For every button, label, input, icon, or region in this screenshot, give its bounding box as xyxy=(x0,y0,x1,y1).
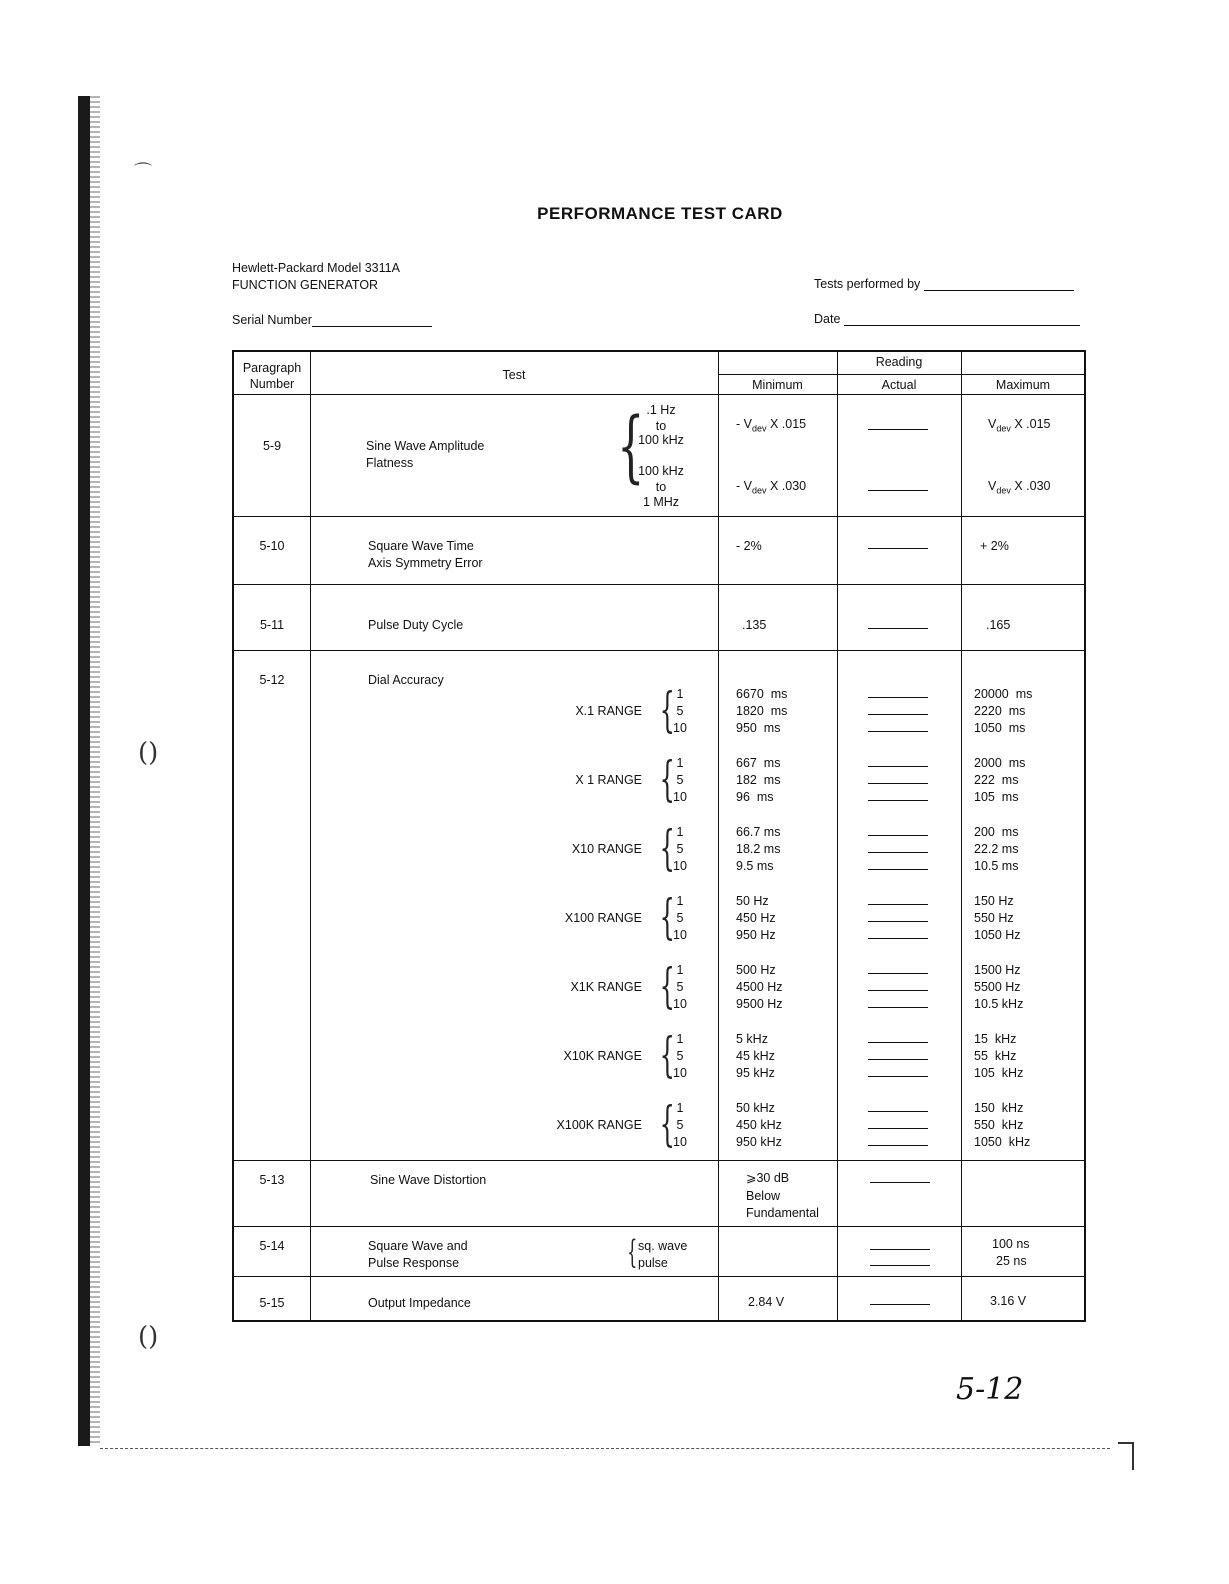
max-value: 20000 ms xyxy=(974,687,1033,701)
test-name: Sine Wave Amplitude xyxy=(366,439,485,453)
range-label: X100 RANGE xyxy=(564,911,642,925)
grid-line xyxy=(234,650,1084,651)
max-value: 22.2 ms xyxy=(974,842,1019,856)
dial-setting: 10 xyxy=(673,721,687,735)
dial-setting: 5 xyxy=(676,1049,684,1063)
actual-reading-blank[interactable] xyxy=(868,714,928,715)
test-name: Square Wave Time xyxy=(368,539,474,553)
para-5-14: 5-14 xyxy=(259,1239,285,1253)
range-brace: { xyxy=(659,889,675,945)
range-brace: { xyxy=(617,402,645,492)
min-value: ⩾30 dB xyxy=(746,1171,790,1185)
min-value: 950 kHz xyxy=(736,1135,782,1149)
actual-reading-blank[interactable] xyxy=(870,1249,930,1250)
freq-range-text: 100 kHz xyxy=(638,433,684,447)
actual-reading-blank[interactable] xyxy=(868,852,928,853)
min-value: 18.2 ms xyxy=(736,842,781,856)
grid-line xyxy=(234,584,1084,585)
grid-line xyxy=(718,352,719,1320)
dial-setting: 1 xyxy=(676,1032,684,1046)
actual-reading-blank[interactable] xyxy=(868,973,928,974)
dial-setting: 5 xyxy=(676,980,684,994)
punch-hole-mark: () xyxy=(138,1322,159,1352)
actual-reading-blank[interactable] xyxy=(868,990,928,991)
actual-reading-blank[interactable] xyxy=(868,1007,928,1008)
max-value: 2000 ms xyxy=(974,756,1026,770)
grid-line xyxy=(234,1160,1084,1161)
range-label: X 1 RANGE xyxy=(575,773,642,787)
min-value: 9500 Hz xyxy=(736,997,783,1011)
range-label: X1K RANGE xyxy=(570,980,642,994)
max-value: 10.5 kHz xyxy=(974,997,1024,1011)
min-value: - $V_{dev}$ X .015 xyxy=(736,417,807,434)
max-value: 550 Hz xyxy=(974,911,1014,925)
header-minimum: Minimum xyxy=(752,378,803,392)
punch-hole-mark: ⌒ xyxy=(134,162,152,183)
test-name: Output Impedance xyxy=(368,1296,471,1310)
max-value: 5500 Hz xyxy=(974,980,1021,994)
range-brace: { xyxy=(659,958,675,1014)
page-number: 5-12 xyxy=(956,1372,1024,1407)
range-brace: { xyxy=(659,1027,675,1083)
range-label: X10K RANGE xyxy=(563,1049,642,1063)
para-5-15: 5-15 xyxy=(259,1296,285,1310)
dial-setting: 1 xyxy=(676,894,684,908)
test-name: Dial Accuracy xyxy=(368,673,444,687)
grid-line xyxy=(837,352,838,1320)
dial-setting: 1 xyxy=(676,825,684,839)
max-value: 105 kHz xyxy=(974,1066,1024,1080)
freq-range-text: 1 MHz xyxy=(642,495,680,509)
dial-setting: 1 xyxy=(676,756,684,770)
max-value: 200 ms xyxy=(974,825,1019,839)
min-value: 2.84 V xyxy=(748,1295,785,1309)
actual-reading-blank[interactable] xyxy=(868,490,928,491)
actual-reading-blank[interactable] xyxy=(868,1128,928,1129)
dial-setting: 1 xyxy=(676,963,684,977)
freq-range-text: to xyxy=(655,419,667,433)
option-label: sq. wave xyxy=(638,1239,688,1253)
actual-reading-blank[interactable] xyxy=(868,628,928,629)
grid-line xyxy=(961,352,962,1320)
para-5-13: 5-13 xyxy=(259,1173,285,1187)
max-value: 1050 kHz xyxy=(974,1135,1031,1149)
option-label: pulse xyxy=(638,1256,668,1270)
max-value: 10.5 ms xyxy=(974,859,1019,873)
min-value: .135 xyxy=(742,618,767,632)
actual-reading-blank[interactable] xyxy=(868,835,928,836)
min-value: 450 kHz xyxy=(736,1118,782,1132)
dial-setting: 5 xyxy=(676,1118,684,1132)
max-value: 550 kHz xyxy=(974,1118,1024,1132)
dial-setting: 1 xyxy=(676,687,684,701)
min-value: 950 ms xyxy=(736,721,781,735)
range-brace: { xyxy=(659,820,675,876)
test-name: Square Wave and xyxy=(368,1239,468,1253)
range-label: X.1 RANGE xyxy=(575,704,642,718)
grid-line xyxy=(234,394,1084,395)
punch-hole-mark: () xyxy=(138,738,159,768)
grid-line xyxy=(234,516,1084,517)
max-value: $V_{dev}$ X .015 xyxy=(988,417,1051,434)
min-value: 182 ms xyxy=(736,773,781,787)
max-value: 1050 Hz xyxy=(974,928,1021,942)
header-test: Test xyxy=(502,368,526,382)
actual-reading-blank[interactable] xyxy=(868,938,928,939)
page-title: PERFORMANCE TEST CARD xyxy=(537,204,783,223)
actual-reading-blank[interactable] xyxy=(868,697,928,698)
min-value: 66.7 ms xyxy=(736,825,781,839)
actual-reading-blank[interactable] xyxy=(868,1042,928,1043)
test-name: Pulse Response xyxy=(368,1256,460,1270)
test-name: Sine Wave Distortion xyxy=(370,1173,487,1187)
max-value: 100 ns xyxy=(992,1237,1030,1251)
dial-setting: 10 xyxy=(673,1066,687,1080)
actual-reading-blank[interactable] xyxy=(868,1145,928,1146)
date-field[interactable] xyxy=(814,312,1080,326)
min-value: Below xyxy=(746,1189,781,1203)
min-value: 50 kHz xyxy=(736,1101,775,1115)
min-value: 5 kHz xyxy=(736,1032,768,1046)
max-value: 105 ms xyxy=(974,790,1019,804)
max-value: $V_{dev}$ X .030 xyxy=(988,479,1051,496)
actual-reading-blank[interactable] xyxy=(870,1304,930,1305)
actual-reading-blank[interactable] xyxy=(868,766,928,767)
min-value: 667 ms xyxy=(736,756,781,770)
corner-mark xyxy=(1118,1442,1134,1470)
para-5-10: 5-10 xyxy=(259,539,285,553)
min-value: 1820 ms xyxy=(736,704,788,718)
max-value: 150 kHz xyxy=(974,1101,1024,1115)
actual-reading-blank[interactable] xyxy=(868,1059,928,1060)
header-actual: Actual xyxy=(881,378,917,392)
actual-reading-blank[interactable] xyxy=(870,1265,930,1266)
actual-reading-blank[interactable] xyxy=(868,800,928,801)
test-name: Pulse Duty Cycle xyxy=(368,618,464,632)
grid-line xyxy=(310,352,311,1320)
min-value: 50 Hz xyxy=(736,894,769,908)
tests-performed-by-label: Tests performed by xyxy=(814,277,921,291)
dial-setting: 10 xyxy=(673,790,687,804)
actual-reading-blank[interactable] xyxy=(868,921,928,922)
max-value: .165 xyxy=(986,618,1011,632)
min-value: - $V_{dev}$ X .030 xyxy=(736,479,807,496)
range-brace: { xyxy=(659,682,675,738)
max-value: 2220 ms xyxy=(974,704,1026,718)
min-value: - 2% xyxy=(736,539,762,553)
header-maximum: Maximum xyxy=(995,378,1051,392)
max-value: 1050 ms xyxy=(974,721,1026,735)
dial-setting: 10 xyxy=(673,859,687,873)
max-value: 55 kHz xyxy=(974,1049,1017,1063)
header-paragraph: Paragraph xyxy=(242,361,302,375)
max-value: 150 Hz xyxy=(974,894,1014,908)
performance-table xyxy=(232,350,1086,1322)
freq-range-text: to xyxy=(655,480,667,494)
min-value: Fundamental xyxy=(746,1206,819,1220)
max-value: 222 ms xyxy=(974,773,1019,787)
tests-performed-by-field[interactable] xyxy=(814,277,1074,291)
dial-setting: 5 xyxy=(676,704,684,718)
range-brace: { xyxy=(659,751,675,807)
actual-reading-blank[interactable] xyxy=(868,548,928,549)
test-name: Axis Symmetry Error xyxy=(368,556,483,570)
grid-line xyxy=(234,1226,1084,1227)
actual-reading-blank[interactable] xyxy=(868,1076,928,1077)
dial-setting: 1 xyxy=(676,1101,684,1115)
min-value: 95 kHz xyxy=(736,1066,775,1080)
min-value: 6670 ms xyxy=(736,687,788,701)
min-value: 4500 Hz xyxy=(736,980,783,994)
dial-setting: 5 xyxy=(676,911,684,925)
min-value: 450 Hz xyxy=(736,911,776,925)
serial-number-field[interactable] xyxy=(232,313,432,327)
serial-number-label: Serial Number xyxy=(232,313,312,327)
actual-reading-blank[interactable] xyxy=(868,869,928,870)
min-value: 500 Hz xyxy=(736,963,776,977)
range-label: X10 RANGE xyxy=(571,842,642,856)
actual-reading-blank[interactable] xyxy=(868,1111,928,1112)
grid-line xyxy=(234,1276,1084,1277)
grid-line xyxy=(718,374,1084,375)
range-brace: { xyxy=(659,1096,675,1152)
max-value: 1500 Hz xyxy=(974,963,1021,977)
max-value: 15 kHz xyxy=(974,1032,1017,1046)
dial-setting: 10 xyxy=(673,1135,687,1149)
page-bottom-edge xyxy=(100,1448,1110,1449)
para-5-12: 5-12 xyxy=(259,673,285,687)
date-label: Date xyxy=(814,312,841,326)
min-value: 45 kHz xyxy=(736,1049,775,1063)
actual-reading-blank[interactable] xyxy=(870,1182,930,1183)
test-name: Flatness xyxy=(366,456,414,470)
header-reading: Reading xyxy=(875,355,923,369)
para-5-11: 5-11 xyxy=(259,618,285,632)
instrument-label: FUNCTION GENERATOR xyxy=(232,278,379,292)
freq-range-text: .1 Hz xyxy=(646,403,676,417)
max-value: 25 ns xyxy=(996,1254,1027,1268)
actual-reading-blank[interactable] xyxy=(868,429,928,430)
dial-setting: 5 xyxy=(676,773,684,787)
dial-setting: 5 xyxy=(676,842,684,856)
min-value: 96 ms xyxy=(736,790,774,804)
dial-setting: 10 xyxy=(673,997,687,1011)
actual-reading-blank[interactable] xyxy=(868,783,928,784)
para-5-9: 5-9 xyxy=(262,439,282,453)
dial-setting: 10 xyxy=(673,928,687,942)
max-value: 3.16 V xyxy=(990,1294,1027,1308)
actual-reading-blank[interactable] xyxy=(868,904,928,905)
freq-range-text: 100 kHz xyxy=(638,464,684,478)
binding-edge-texture xyxy=(90,96,100,1446)
range-label: X100K RANGE xyxy=(556,1118,642,1132)
min-value: 9.5 ms xyxy=(736,859,774,873)
actual-reading-blank[interactable] xyxy=(868,731,928,732)
max-value: + 2% xyxy=(980,539,1009,553)
model-label: Hewlett-Packard Model 3311A xyxy=(232,261,400,275)
header-number: Number xyxy=(249,377,295,391)
min-value: 950 Hz xyxy=(736,928,776,942)
binding-edge xyxy=(78,96,90,1446)
range-brace: { xyxy=(627,1233,638,1271)
